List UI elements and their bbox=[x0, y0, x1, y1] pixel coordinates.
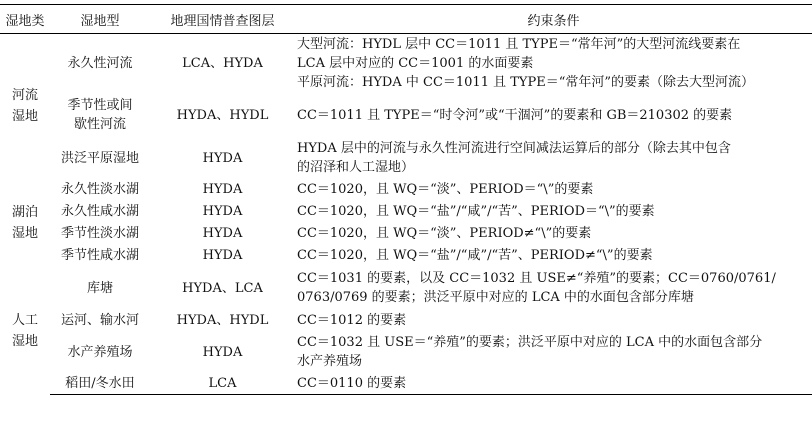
wetland-type-line: 季节性咸水湖 bbox=[60, 248, 139, 263]
wetland-type-line: 永久性淡水湖 bbox=[60, 182, 139, 197]
constraint-line: 平原河流：HYDA 中 CC＝1011 且 TYPE＝“常年河”的要素（除去大型河流） bbox=[297, 74, 755, 90]
wetland-type-line: 库塘 bbox=[86, 280, 113, 296]
wetland-type-line: 季节性或间 bbox=[67, 98, 133, 113]
constraint-cell bbox=[295, 267, 812, 310]
wetland-type-cell bbox=[50, 93, 150, 138]
constraint-line: HYDA 层中的河流与永久性河流进行空间减法运算后的部分（除去其中包含 bbox=[297, 141, 731, 156]
header-wetland-class: 湿地类 bbox=[0, 5, 50, 34]
survey-layer-cell: LCA bbox=[150, 373, 295, 395]
wetland-type-line: 稻田/冬水田 bbox=[65, 375, 135, 391]
header-constraint: 约束条件 bbox=[295, 5, 812, 34]
table-row bbox=[0, 138, 812, 179]
category-label-line: 人工 bbox=[11, 312, 38, 328]
category-river-wetland bbox=[0, 34, 50, 179]
constraint-cell bbox=[295, 245, 812, 267]
wetland-type-cell bbox=[50, 138, 150, 179]
constraint-line: CC＝1012 的要素 bbox=[297, 313, 407, 328]
table-header bbox=[0, 5, 812, 34]
category-artificial-wetland bbox=[0, 267, 50, 395]
survey-layer-cell: HYDA bbox=[202, 226, 243, 241]
constraint-cell bbox=[295, 332, 812, 373]
wetland-type-line: 运河、输水河 bbox=[60, 313, 139, 328]
survey-layer-cell: LCA、HYDA bbox=[182, 55, 263, 71]
constraint-cell bbox=[295, 310, 812, 332]
wetland-type-line: 水产养殖场 bbox=[67, 344, 133, 360]
wetland-type-cell bbox=[50, 201, 150, 223]
table-row bbox=[0, 201, 812, 223]
constraint-line: CC＝0110 的要素 bbox=[297, 375, 407, 391]
table-body bbox=[0, 34, 812, 395]
wetland-type-cell bbox=[50, 34, 150, 93]
wetland-type-line: 永久性河流 bbox=[67, 55, 133, 71]
category-label-line: 湿地 bbox=[11, 109, 38, 125]
table-row bbox=[0, 93, 812, 138]
survey-layer-cell: HYDA bbox=[202, 248, 243, 263]
table-row bbox=[0, 332, 812, 373]
table-row bbox=[0, 373, 812, 395]
survey-layer-cell: HYDA、LCA bbox=[182, 280, 263, 296]
constraint-cell bbox=[295, 34, 812, 93]
header-wetland-type: 湿地型 bbox=[50, 5, 150, 34]
wetland-type-cell bbox=[50, 267, 150, 310]
survey-layer-cell: HYDA bbox=[202, 344, 243, 360]
constraint-cell bbox=[295, 201, 812, 223]
wetland-type-cell bbox=[50, 373, 150, 395]
constraint-line: LCA 层中对应的 CC＝1001 的水面要素 bbox=[297, 55, 534, 71]
constraint-line: 水产养殖场 bbox=[297, 354, 363, 369]
survey-layer-cell: HYDA、HYDL bbox=[176, 313, 269, 328]
wetland-type-line: 永久性咸水湖 bbox=[60, 204, 139, 219]
constraint-line: CC＝1020，且 WQ＝“盐”/“咸”/“苦”、PERIOD＝“\”的要素 bbox=[297, 204, 655, 219]
table-row bbox=[0, 267, 812, 310]
constraint-line: CC＝1032 且 USE＝“养殖”的要素；洪泛平原中对应的 LCA 中的水面包含部分 bbox=[297, 335, 763, 350]
wetland-type-cell bbox=[50, 223, 150, 245]
header-row bbox=[0, 5, 812, 34]
constraint-line: CC＝1020，且 WQ＝“淡”、PERIOD≠“\”的要素 bbox=[297, 226, 592, 241]
wetland-type-line: 歇性河流 bbox=[73, 117, 126, 132]
constraint-line: 大型河流：HYDL 层中 CC＝1011 且 TYPE＝“常年河”的大型河流线要素在 bbox=[297, 36, 741, 52]
category-label-line: 湖泊 bbox=[11, 204, 38, 220]
category-label-line: 湿地 bbox=[11, 225, 38, 241]
wetland-type-cell bbox=[50, 245, 150, 267]
wetland-type-cell bbox=[50, 332, 150, 373]
survey-layer-cell: HYDA、HYDL bbox=[176, 107, 269, 123]
header-survey-layer: 地理国情普查图层 bbox=[150, 5, 295, 34]
constraint-cell bbox=[295, 93, 812, 138]
survey-layer-cell: HYDA bbox=[202, 204, 243, 219]
constraint-line: 的沼泽和人工湿地） bbox=[297, 160, 415, 175]
category-label-line: 湿地 bbox=[11, 333, 38, 349]
constraint-cell bbox=[295, 223, 812, 245]
table-row bbox=[0, 310, 812, 332]
constraint-line: CC＝1020，且 WQ＝“淡”、PERIOD＝“\”的要素 bbox=[297, 182, 594, 197]
constraint-cell bbox=[295, 138, 812, 179]
wetland-type-line: 洪泛平原湿地 bbox=[60, 150, 139, 166]
table-row bbox=[0, 245, 812, 267]
wetland-type-cell bbox=[50, 179, 150, 201]
constraint-line: CC＝1011 且 TYPE＝“时令河”或“干涸河”的要素和 GB＝210302 的要素 bbox=[297, 107, 733, 123]
wetland-type-line: 季节性淡水湖 bbox=[60, 226, 139, 241]
wetland-classification-table bbox=[0, 4, 812, 395]
table-row bbox=[0, 34, 812, 93]
category-label-line: 河流 bbox=[11, 88, 38, 104]
constraint-cell bbox=[295, 373, 812, 395]
category-lake-wetland bbox=[0, 179, 50, 267]
table-row bbox=[0, 179, 812, 201]
constraint-line: CC＝1031 的要素，以及 CC＝1032 且 USE≠“养殖”的要素；CC＝0760/0761/ bbox=[297, 271, 776, 286]
constraint-cell bbox=[295, 179, 812, 201]
table-row bbox=[0, 223, 812, 245]
constraint-line: 0763/0769 的要素；洪泛平原中对应的 LCA 中的水面包含部分库塘 bbox=[297, 290, 694, 305]
survey-layer-cell: HYDA bbox=[202, 182, 243, 197]
survey-layer-cell: HYDA bbox=[202, 150, 243, 166]
wetland-type-cell bbox=[50, 310, 150, 332]
constraint-line: CC＝1020，且 WQ＝“盐”/“咸”/“苦”、PERIOD≠“\”的要素 bbox=[297, 248, 653, 263]
